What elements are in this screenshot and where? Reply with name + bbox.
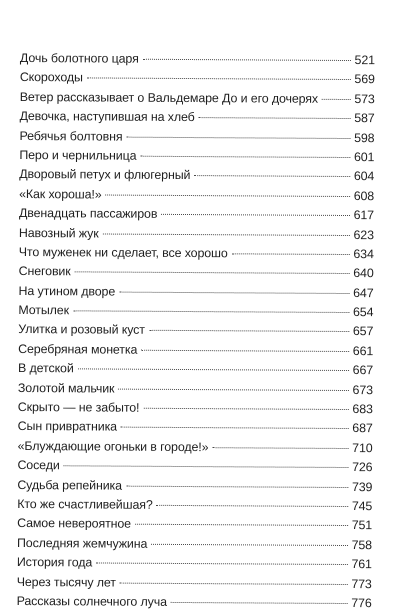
toc-entry-title: В детской: [18, 361, 74, 376]
toc-dot-leader: [64, 465, 349, 468]
toc-entry: [20, 90, 375, 112]
toc-entry-page: 667: [352, 363, 374, 378]
toc-entry-title: Серебряная монетка: [18, 341, 138, 357]
toc-dot-leader: [126, 136, 350, 138]
toc-entry-title: «Блуждающие огоньки в городе!»: [17, 438, 209, 454]
toc-dot-leader: [141, 350, 349, 352]
toc-entry-title: Навозный жук: [18, 225, 99, 240]
toc-entry: [17, 497, 372, 519]
toc-dot-leader: [126, 485, 348, 487]
toc-entry-page: 710: [352, 440, 373, 455]
toc-entry-title: Перо и чернильница: [19, 147, 137, 163]
toc-dot-leader: [135, 524, 348, 526]
toc-dot-leader: [119, 291, 349, 293]
toc-entry-page: 640: [353, 266, 374, 281]
toc-entry: [19, 264, 374, 286]
toc-entry-page: 573: [354, 91, 375, 106]
toc-entry-title: Мотылек: [18, 303, 69, 318]
toc-entry: [19, 167, 374, 189]
toc-entry-title: Скороходы: [19, 70, 83, 85]
toc-entry-page: 604: [353, 169, 375, 184]
toc-dot-leader: [106, 194, 351, 196]
toc-dot-leader: [161, 214, 350, 216]
toc-entry: [17, 516, 372, 538]
toc-entry-page: 587: [354, 111, 375, 126]
toc-entry-page: 773: [351, 576, 372, 591]
toc-entry: [18, 284, 373, 306]
toc-dot-leader: [232, 253, 350, 255]
toc-dot-leader: [149, 330, 349, 332]
toc-entry-page: 654: [352, 305, 374, 320]
toc-entry-page: 673: [352, 382, 373, 397]
toc-entry: [18, 303, 373, 325]
toc-entry-page: 608: [353, 188, 375, 203]
toc-entry: [17, 555, 372, 577]
toc-entry: [18, 361, 373, 383]
toc-entry: [18, 419, 373, 441]
toc-entry: [19, 226, 374, 248]
toc-entry-title: «Как хороша!»: [19, 186, 102, 202]
toc-entry-title: Через тысячу лет: [16, 574, 116, 590]
toc-entry: [20, 109, 375, 131]
toc-entry-title: Ребячья болтовня: [19, 128, 123, 144]
toc-entry-title: История года: [16, 555, 93, 570]
toc-entry-page: 739: [351, 479, 373, 494]
toc-entry-title: Рассказы солнечного луча: [16, 593, 167, 609]
toc-entry-page: 647: [353, 285, 374, 300]
toc-entry-page: 683: [352, 402, 373, 417]
toc-entry: [18, 381, 373, 403]
toc-entry-page: 758: [351, 537, 373, 552]
toc-entry-page: 569: [354, 72, 375, 87]
toc-entry: [18, 342, 373, 364]
toc-entry: [19, 187, 374, 209]
toc-entry-title: Девочка, наступившая на хлеб: [19, 109, 195, 125]
toc-entry-page: 598: [354, 130, 375, 145]
toc-entry-page: 661: [352, 343, 374, 359]
toc-entry: [17, 575, 372, 597]
toc-dot-leader: [194, 175, 350, 177]
toc-entry-title: Скрыто — не забыто!: [17, 400, 140, 415]
toc-entry: [17, 594, 372, 616]
toc-entry-title: Судьба репейника: [17, 477, 123, 493]
toc-dot-leader: [212, 447, 348, 449]
toc-dot-leader: [151, 544, 348, 546]
toc-entry-title: Дочь болотного царя: [19, 51, 139, 66]
toc-dot-leader: [157, 505, 349, 507]
toc-entry: [17, 478, 372, 500]
toc-entry-page: 761: [351, 557, 372, 572]
table-of-contents: [17, 51, 375, 615]
toc-entry-title: Самое невероятное: [17, 516, 132, 532]
toc-dot-leader: [143, 408, 348, 410]
toc-entry: [17, 458, 372, 480]
toc-dot-leader: [322, 99, 351, 100]
toc-entry-page: 745: [351, 499, 373, 514]
toc-entry-page: 726: [352, 460, 373, 475]
toc-entry-page: 623: [353, 227, 374, 242]
toc-entry: [19, 245, 374, 267]
toc-entry: [19, 129, 374, 151]
toc-entry-title: Кто же счастливейшая?: [17, 496, 153, 512]
toc-entry: [19, 206, 374, 228]
toc-entry: [20, 70, 375, 92]
toc-entry-page: 687: [352, 421, 373, 436]
toc-dot-leader: [118, 388, 349, 390]
toc-entry: [18, 439, 373, 461]
toc-dot-leader: [78, 369, 349, 372]
toc-entry-title: Что муженек ни сделает, все хорошо: [18, 244, 228, 261]
toc-entry-title: На утином дворе: [18, 283, 116, 299]
toc-entry-title: Улитка и розовый куст: [18, 322, 145, 338]
toc-entry: [18, 322, 373, 344]
toc-entry-title: Снеговик: [18, 264, 71, 279]
toc-entry: [20, 51, 375, 73]
toc-dot-leader: [120, 582, 348, 584]
toc-dot-leader: [171, 602, 348, 604]
toc-dot-leader: [143, 59, 351, 61]
toc-dot-leader: [140, 156, 350, 158]
toc-dot-leader: [87, 78, 351, 81]
toc-dot-leader: [199, 117, 351, 119]
toc-dot-leader: [96, 563, 348, 566]
toc-entry-page: 634: [353, 246, 374, 262]
toc-entry-title: Ветер рассказывает о Вальдемаре До и его дочерях: [19, 89, 319, 106]
toc-dot-leader: [121, 427, 349, 429]
toc-dot-leader: [73, 310, 349, 313]
toc-entry: [19, 148, 374, 170]
toc-entry-title: Соседи: [17, 458, 60, 473]
toc-dot-leader: [103, 233, 350, 236]
toc-entry: [18, 400, 373, 422]
toc-entry-title: Двенадцать пассажиров: [18, 206, 158, 221]
toc-entry-page: 617: [353, 208, 375, 223]
toc-entry-page: 776: [351, 595, 372, 611]
toc-entry-page: 601: [353, 149, 375, 165]
toc-entry-page: 751: [351, 518, 373, 533]
toc-dot-leader: [75, 272, 350, 275]
toc-entry-title: Последняя жемчужина: [16, 535, 148, 551]
toc-entry-title: Золотой мальчик: [17, 380, 115, 396]
toc-entry-title: Дворовый петух и флюгерный: [19, 167, 191, 183]
toc-entry-page: 657: [352, 324, 374, 339]
toc-entry: [17, 536, 372, 558]
toc-entry-title: Сын привратника: [17, 419, 118, 435]
toc-entry-page: 521: [354, 53, 375, 68]
